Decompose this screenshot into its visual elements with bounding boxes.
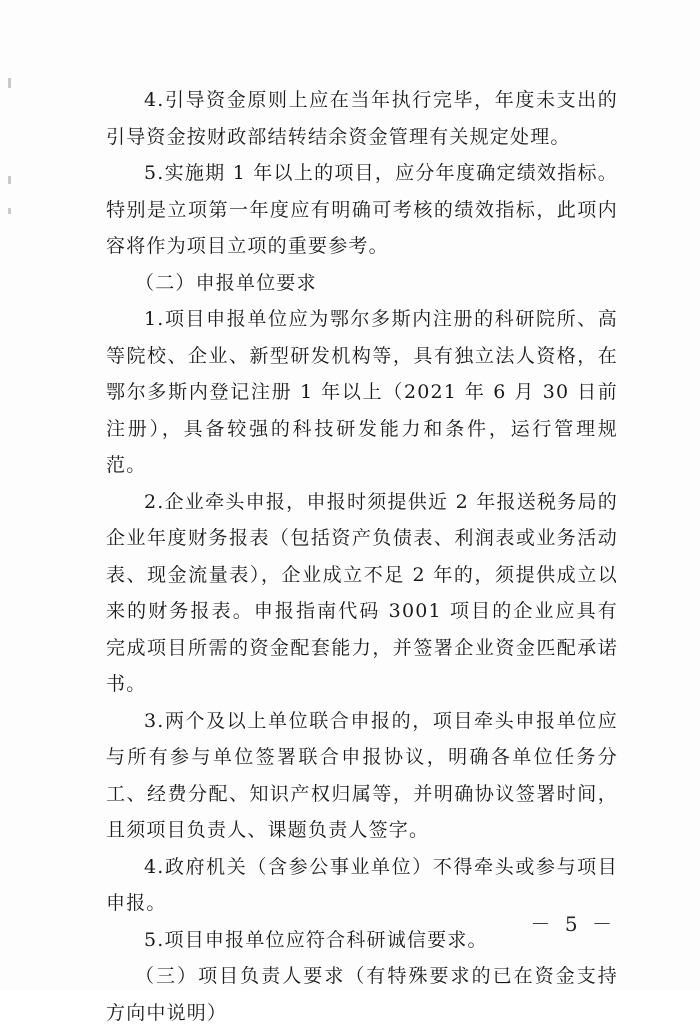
scan-artifact <box>8 208 11 214</box>
paragraph-government-agencies: 4.政府机关（含参公事业单位）不得牵头或参与项目申报。 <box>106 855 618 914</box>
section-heading-applicant-requirements: （二）申报单位要求 <box>135 271 317 294</box>
paragraph-joint-application: 3.两个及以上单位联合申报的，项目牵头申报单位应与所有参与单位签署联合申报协议，明确各单位任务分工、经费分配、知识产权归属等，并明确协议签署时间，且须项目负责人、课题负责人签字。 <box>106 709 618 841</box>
paragraph-performance-indicators: 5.实施期 1 年以上的项目，应分年度确定绩效指标。特别是立项第一年度应有明确可考核的绩效指标，此项内容将作为项目立项的重要参考。 <box>106 162 618 257</box>
paragraph-applicant-eligibility: 1.项目申报单位应为鄂尔多斯内注册的科研院所、高等院校、企业、新型研发机构等，具有独立法人资格，在鄂尔多斯内登记注册 1 年以上（2021 年 6 月 30 日前注册），具备较强的科技研发能力和条件，运行管理规范。 <box>106 308 618 476</box>
scan-artifact <box>8 78 11 88</box>
paragraph-guidance-fund-execution: 4.引导资金原则上应在当年执行完毕，年度未支出的引导资金按财政部结转结余资金管理有关规定处理。 <box>106 89 618 148</box>
document-body <box>106 82 618 1031</box>
section-heading-project-leader-requirements: （三）项目负责人要求（有特殊要求的已在资金支持方向中说明） <box>106 965 618 1024</box>
paragraph-enterprise-lead: 2.企业牵头申报，申报时须提供近 2 年报送税务局的企业年度财务报表（包括资产负债表、利润表或业务活动表、现金流量表），企业成立不足 2 年的，须提供成立以来的财务报表。申报指南代码 3001 项目的企业应具有完成项目所需的资金配套能力，并签署企业资金匹配承诺书。 <box>106 490 618 695</box>
paragraph-research-integrity: 5.项目申报单位应符合科研诚信要求。 <box>144 928 488 951</box>
scan-artifact <box>8 176 11 184</box>
page-number: － 5 － <box>530 912 616 936</box>
